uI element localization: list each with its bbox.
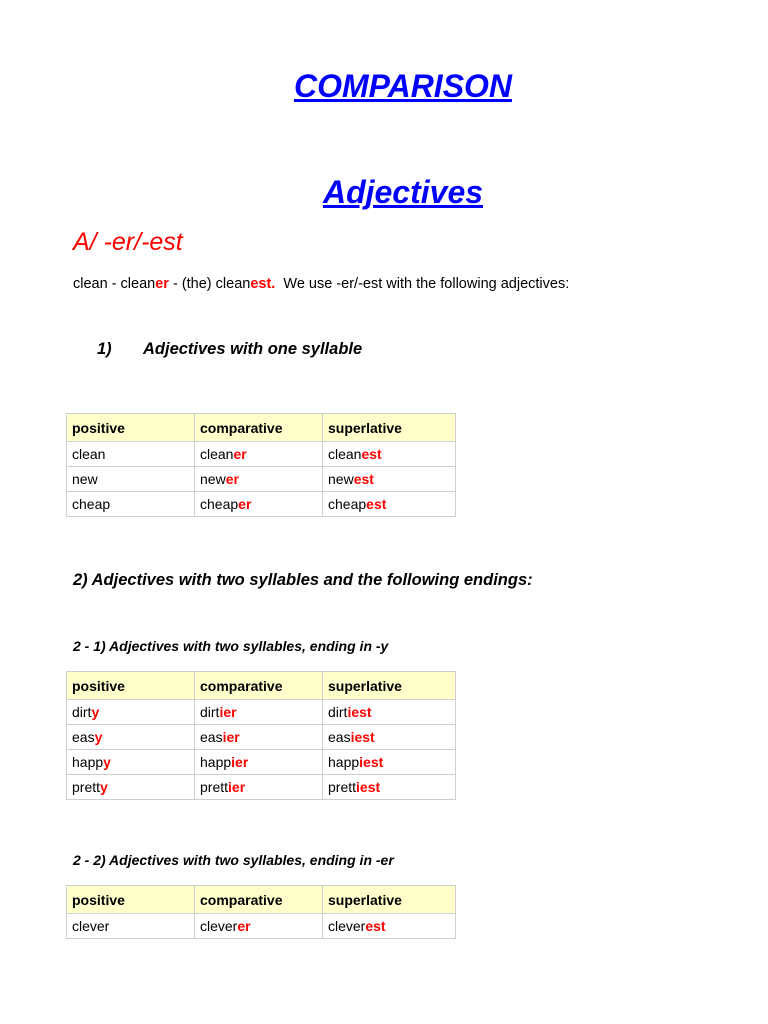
positive-ending: y (94, 729, 103, 745)
comparative-stem: new (200, 471, 226, 487)
cell-comparative (195, 725, 323, 750)
positive-ending: y (103, 754, 111, 770)
comparative-ending: ier (222, 729, 240, 745)
cell-positive (67, 725, 195, 750)
header-comparative: comparative (195, 672, 323, 700)
cell-positive (67, 467, 195, 492)
comparative-stem: dirt (200, 704, 220, 720)
heading-one-syllable (97, 340, 362, 359)
intro-ending-er: er (155, 276, 169, 292)
section-a-heading: A/ -er/-est (73, 228, 183, 256)
positive-stem: clean (72, 446, 106, 462)
comparative-ending: ier (228, 779, 246, 795)
positive-ending: y (91, 704, 100, 720)
comparative-ending: er (225, 471, 239, 487)
table-ending-er (66, 885, 456, 939)
comparative-stem: clean (200, 446, 234, 462)
cell-superlative (323, 700, 456, 725)
superlative-ending: iest (359, 754, 384, 770)
comparative-ending: ier (231, 754, 249, 770)
page-subtitle: Adjectives (322, 174, 484, 210)
page-title: COMPARISON (293, 68, 513, 104)
table-row (67, 725, 456, 750)
heading-ending-er: 2 - 2) Adjectives with two syllables, ending in -er (73, 852, 394, 868)
intro-paragraph (73, 276, 569, 292)
comparative-stem: cheap (200, 496, 239, 512)
comparative-stem: eas (200, 729, 223, 745)
cell-superlative (323, 725, 456, 750)
header-superlative: superlative (323, 886, 456, 914)
superlative-stem: happ (328, 754, 360, 770)
cell-superlative (323, 775, 456, 800)
cell-superlative (323, 750, 456, 775)
superlative-stem: eas (328, 729, 351, 745)
comparative-ending: er (237, 918, 251, 934)
comparative-ending: ier (219, 704, 237, 720)
superlative-ending: iest (347, 704, 372, 720)
comparative-stem: happ (200, 754, 232, 770)
table-row (67, 775, 456, 800)
header-positive: positive (67, 672, 195, 700)
cell-superlative (323, 914, 456, 939)
cell-positive (67, 914, 195, 939)
cell-comparative (195, 775, 323, 800)
intro-text-3: We use -er/-est with the following adjectives: (275, 276, 570, 292)
positive-stem: cheap (72, 496, 111, 512)
header-comparative: comparative (195, 886, 323, 914)
comparative-stem: clever (200, 918, 238, 934)
cell-comparative (195, 700, 323, 725)
heading-two-syllables: 2) Adjectives with two syllables and the following endings: (73, 571, 533, 589)
superlative-stem: cheap (328, 496, 367, 512)
positive-stem: prett (72, 779, 101, 795)
comparative-ending: er (238, 496, 252, 512)
header-positive: positive (67, 886, 195, 914)
table-body (67, 672, 456, 800)
positive-stem: dirt (72, 704, 92, 720)
table-row (67, 442, 456, 467)
superlative-stem: dirt (328, 704, 348, 720)
header-comparative: comparative (195, 414, 323, 442)
table-header-row (67, 414, 456, 442)
intro-ending-est: est. (250, 276, 276, 292)
header-superlative: superlative (323, 672, 456, 700)
table-header-row (67, 886, 456, 914)
heading-ending-y: 2 - 1) Adjectives with two syllables, ending in -y (73, 638, 389, 654)
heading-number: 1) (97, 340, 112, 358)
cell-comparative (195, 467, 323, 492)
heading-text: Adjectives with one syllable (143, 340, 363, 358)
superlative-ending: est (366, 496, 387, 512)
cell-positive (67, 700, 195, 725)
header-superlative: superlative (323, 414, 456, 442)
cell-comparative (195, 914, 323, 939)
cell-superlative (323, 442, 456, 467)
positive-stem: new (72, 471, 98, 487)
superlative-stem: prett (328, 779, 357, 795)
cell-positive (67, 775, 195, 800)
table-ending-y (66, 671, 456, 800)
superlative-ending: iest (350, 729, 375, 745)
table-row (67, 750, 456, 775)
cell-positive (67, 442, 195, 467)
table-one-syllable (66, 413, 456, 517)
table-body (67, 886, 456, 939)
cell-comparative (195, 442, 323, 467)
positive-stem: clever (72, 918, 110, 934)
superlative-ending: iest (356, 779, 381, 795)
cell-positive (67, 492, 195, 517)
comparative-stem: prett (200, 779, 229, 795)
table-row (67, 914, 456, 939)
superlative-ending: est (353, 471, 374, 487)
table-row (67, 467, 456, 492)
positive-ending: y (100, 779, 108, 795)
superlative-stem: new (328, 471, 354, 487)
superlative-stem: clever (328, 918, 366, 934)
table-row (67, 700, 456, 725)
positive-stem: happ (72, 754, 104, 770)
cell-superlative (323, 467, 456, 492)
superlative-ending: est (361, 446, 382, 462)
table-header-row (67, 672, 456, 700)
positive-stem: eas (72, 729, 95, 745)
superlative-stem: clean (328, 446, 362, 462)
header-positive: positive (67, 414, 195, 442)
intro-text-2: - (the) clean (168, 276, 251, 292)
superlative-ending: est (365, 918, 386, 934)
cell-superlative (323, 492, 456, 517)
cell-comparative (195, 750, 323, 775)
intro-text-1: clean - clean (73, 276, 156, 292)
cell-positive (67, 750, 195, 775)
cell-comparative (195, 492, 323, 517)
table-body (67, 414, 456, 517)
comparative-ending: er (233, 446, 247, 462)
table-row (67, 492, 456, 517)
